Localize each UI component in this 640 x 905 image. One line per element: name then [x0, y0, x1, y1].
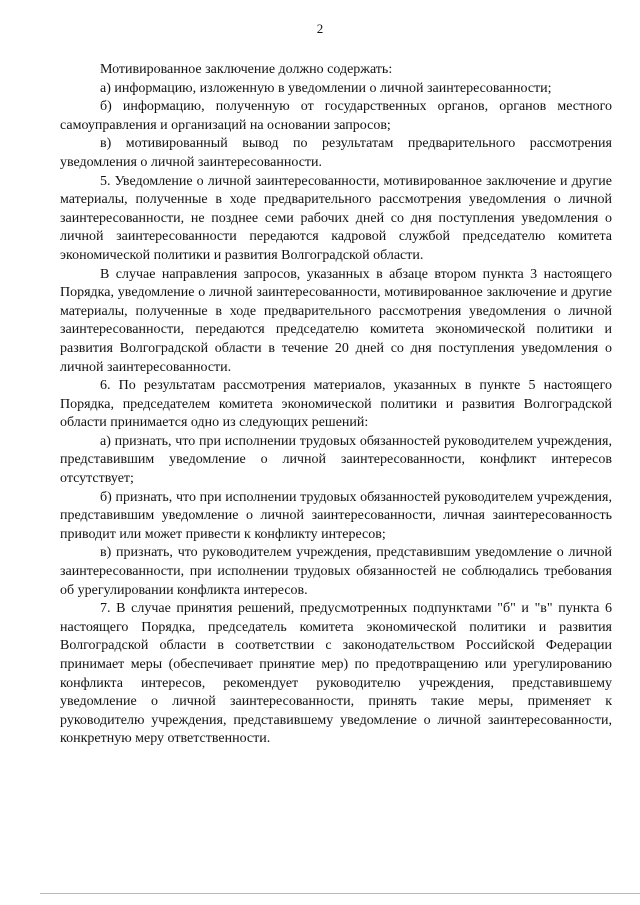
paragraph-item-v: в) мотивированный вывод по результатам предварительного рассмотрения уведомления о личной заинтересованности.: [60, 136, 612, 170]
paragraph-decision-b: б) признать, что при исполнении трудовых обязанностей руководителем учреждения, представившим уведомление о личной заинтересованности, личная заинтересованность приводит или может привести к конфликту интересов;: [60, 489, 612, 542]
paragraph-item-b: б) информацию, полученную от государственных органов, органов местного самоуправления и организаций на основании запросов;: [60, 99, 612, 133]
page-number: 2: [316, 21, 324, 36]
paragraph-decision-a: а) признать, что при исполнении трудовых обязанностей руководителем учреждения, представившим уведомление о личной заинтересованности, конфликт интересов отсутствует;: [60, 433, 612, 487]
paragraph-item-a: а) информацию, изложенную в уведомлении о личной заинтересованности;: [100, 80, 552, 96]
scan-edge-line: [40, 893, 640, 894]
paragraph-clause-5-requests: В случае направления запросов, указанных в абзаце втором пункта 3 настоящего Порядка, уведомление о личной заинтересованности, мотивированное заключение и другие материалы, полученные в ходе предварительного рассмотрения уведомления о личной заинтересованности, передаются председателю комитета экономической политики и развития Волгоградской области в течение 20 дней со дня поступления уведомления о личной заинтересованности.: [60, 266, 612, 375]
paragraph-clause-5: 5. Уведомление о личной заинтересованности, мотивированное заключение и другие материалы, полученные в ходе предварительного рассмотрения уведомления о личной заинтересованности, не позднее семи рабочих дней со дня поступления уведомления о личной заинтересованности передаются кадровой службой председателю комитета экономической политики и развития Волгоградской области.: [60, 173, 612, 263]
paragraph-decision-v: в) признать, что руководителем учреждения, представившим уведомление о личной заинтересованности, при исполнении трудовых обязанностей не соблюдались требования об урегулировании конфликта интересов.: [60, 545, 612, 598]
paragraph-intro: Мотивированное заключение должно содержать:: [100, 62, 393, 77]
document-body: [60, 61, 612, 749]
paragraph-clause-6: 6. По результатам рассмотрения материалов, указанных в пункте 5 настоящего Порядка, председателем комитета экономической политики и развития Волгоградской области принимается одно из следующих решений:: [60, 378, 612, 431]
paragraph-clause-7: 7. В случае принятия решений, предусмотренных подпунктами "б" и "в" пункта 6 настоящего Порядка, председатель комитета экономической политики и развития Волгоградской области в соответствии с законодательством Российской Федерации принимает меры (обеспечивает принятие мер) по предотвращению или урегулированию конфликта интересов, рекомендует руководителю учреждения, представившему уведомление о личной заинтересованности, принять такие меры, применяет к руководителю учреждения, представившему уведомление о личной заинтересованности, конкретную меру ответственности.: [60, 601, 612, 747]
